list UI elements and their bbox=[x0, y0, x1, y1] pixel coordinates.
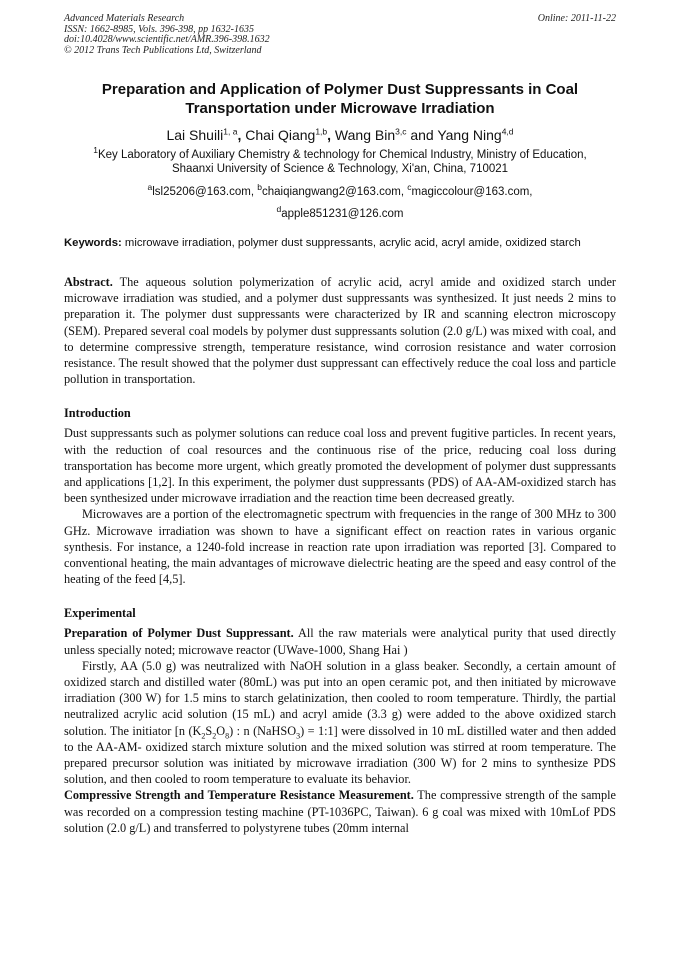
procedure-text: ) = 1:1] were dissolved in 10 mL distilled water and then added to the AA-AM- oxidized starch mixture solution and the mixed solution was stirred at room temperature. The prepared precursor solution was initiated by microwave irradiation (300 W) for 2 mins to synthesize PDS solution, and then cooled to room temperature to evaluate its behavior. bbox=[64, 723, 616, 787]
doi-line: doi:10.4028/www.scientific.net/AMR.396-398.1632 bbox=[64, 34, 270, 45]
abstract bbox=[64, 274, 616, 387]
affiliation-superscript: 1 bbox=[93, 145, 98, 156]
email-list bbox=[64, 182, 616, 221]
email-superscript: b bbox=[257, 182, 262, 193]
procedure-text: Firstly, AA (5.0 g) was neutralized with NaOH solution in a glass beaker. Secondly, a certain amount of oxidized starch and distilled water (80mL) was put into an open ceramic pot, and then initiated by microwave irradiation (300 W) for 1.5 mins to starch gelatinization, then cooled to room temperature. Thirdly, the partial neutralized acrylic acid solution (15 mL) and acryl amide (3.3 g) were added to the above oxidized starch solution. The initiator [n (K bbox=[64, 658, 616, 738]
keywords-text: microwave irradiation, polymer dust suppressants, acrylic acid, acryl amide, oxidized starch bbox=[121, 237, 581, 249]
measurement-text: The compressive strength of the sample was recorded on a compression testing machine (PT-1036PC, Taiwan). 6 g coal was mixed with 10mLof PDS solution (2.0 g/L) and transferred to polystyrene tubes (20mm internal bbox=[64, 788, 616, 835]
journal-header bbox=[64, 14, 616, 56]
author-list bbox=[64, 127, 616, 144]
preparation-paragraph bbox=[64, 625, 616, 657]
procedure-text: S bbox=[205, 723, 213, 738]
abstract-label: Abstract. bbox=[64, 275, 113, 289]
introduction-heading: Introduction bbox=[64, 406, 131, 421]
affiliation-line-1: Key Laboratory of Auxiliary Chemistry & technology for Chemical Industry, Ministry of Education, bbox=[97, 149, 587, 161]
author-superscript: 1,b bbox=[315, 126, 328, 137]
author-name: Wang Bin bbox=[334, 127, 396, 143]
author-name: Chai Qiang bbox=[245, 127, 316, 143]
subscript: 2 bbox=[201, 731, 206, 741]
author-separator: , bbox=[237, 127, 246, 143]
abstract-text: The aqueous solution polymerization of acrylic acid, acryl amide and oxidized starch under microwave irradiation was studied, and a polymer dust suppressants was synthesized. It just needs 2 mins to preparation it. The polymer dust suppressants were characterized by IR and scanning electron microscopy (SEM). Prepared several coal models by polymer dust suppressants solution (2.0 g/L) was mixed with coal, and to determine compressive strength, temperature resistance, wind corrosion resistance and water corrosion resistance. The result showed that the polymer dust suppressant can effectively reduce the coal loss and particle pollution in transportation. bbox=[64, 275, 616, 387]
experimental-heading: Experimental bbox=[64, 606, 136, 621]
issn-line: ISSN: 1662-8985, Vols. 396-398, pp 1632-1635 bbox=[64, 23, 254, 35]
author-name: Yang Ning bbox=[437, 127, 502, 143]
email-a: lsl25206@163.com, bbox=[152, 186, 258, 198]
keywords-label: Keywords: bbox=[64, 237, 122, 249]
author-superscript: 3,c bbox=[395, 126, 407, 137]
copyright-line: © 2012 Trans Tech Publications Ltd, Switzerland bbox=[64, 44, 262, 56]
title-line-1: Preparation and Application of Polymer Dust Suppressants in Coal bbox=[101, 81, 579, 98]
author-superscript: 1, a bbox=[223, 126, 238, 137]
subscript: 3 bbox=[296, 731, 301, 741]
preparation-text: All the raw materials were analytical purity that used directly unless specially noted; microwave reactor (UWave-1000, Shang Hai ) bbox=[64, 626, 616, 657]
introduction-paragraph-2: Microwaves are a portion of the electromagnetic spectrum with frequencies in the range of 300 MHz to 300 GHz. Microwave irradiation was shown to have a significant effect on reaction rates in various organic synthesis. For instance, a 1240-fold increase in reaction rate upon irradiation was reported [3]. Compared to conventional heating, the main advantages of microwave dielectric heating are the speed and easy control of the heating of the feed [4,5]. bbox=[64, 507, 616, 587]
measurement-label: Compressive Strength and Temperature Resistance Measurement. bbox=[64, 788, 414, 803]
author-separator: , bbox=[327, 127, 335, 143]
email-superscript: a bbox=[147, 182, 153, 193]
online-date: Online: 2011-11-22 bbox=[537, 13, 616, 24]
affiliation-line-2: Shaanxi University of Science & Technology, Xi'an, China, 710021 bbox=[171, 163, 509, 175]
author-name: Lai Shuili bbox=[166, 127, 224, 143]
author-superscript: 4,d bbox=[501, 126, 514, 137]
procedure-text: O bbox=[216, 723, 226, 738]
keywords bbox=[64, 236, 616, 250]
procedure-text: ) : n (NaHSO bbox=[229, 723, 297, 738]
paper-title bbox=[64, 80, 616, 118]
email-b: chaiqiangwang2@163.com, bbox=[261, 186, 408, 198]
email-superscript: d bbox=[276, 204, 282, 215]
paper-page bbox=[64, 14, 616, 836]
email-c: magiccolour@163.com, bbox=[411, 186, 533, 198]
author-separator: and bbox=[406, 127, 438, 143]
email-d: apple851231@126.com bbox=[281, 208, 404, 220]
journal-name: Advanced Materials Research bbox=[64, 13, 185, 24]
procedure-paragraph bbox=[64, 658, 616, 788]
subscript: 8 bbox=[225, 731, 230, 741]
preparation-label: Preparation of Polymer Dust Suppressant. bbox=[64, 626, 294, 641]
measurement-paragraph bbox=[64, 787, 616, 836]
title-line-2: Transportation under Microwave Irradiation bbox=[185, 100, 495, 117]
subscript: 2 bbox=[212, 731, 217, 741]
email-superscript: c bbox=[407, 182, 412, 193]
introduction-paragraph-1: Dust suppressants such as polymer solutions can reduce coal loss and prevent fugitive particles. In recent years, with the reduction of coal resources and the continuous rise of the price, reducing coal loss during transportation has become more urgent, which greatly promoted the development of polymer dust suppressants and applications [1,2]. In this experiment, the polymer dust suppressants (PDS) of AA-AM-oxidized starch has been synthesized under microwave irradiation and the reaction time been decreased greatly. bbox=[64, 426, 616, 506]
affiliation bbox=[64, 145, 616, 176]
